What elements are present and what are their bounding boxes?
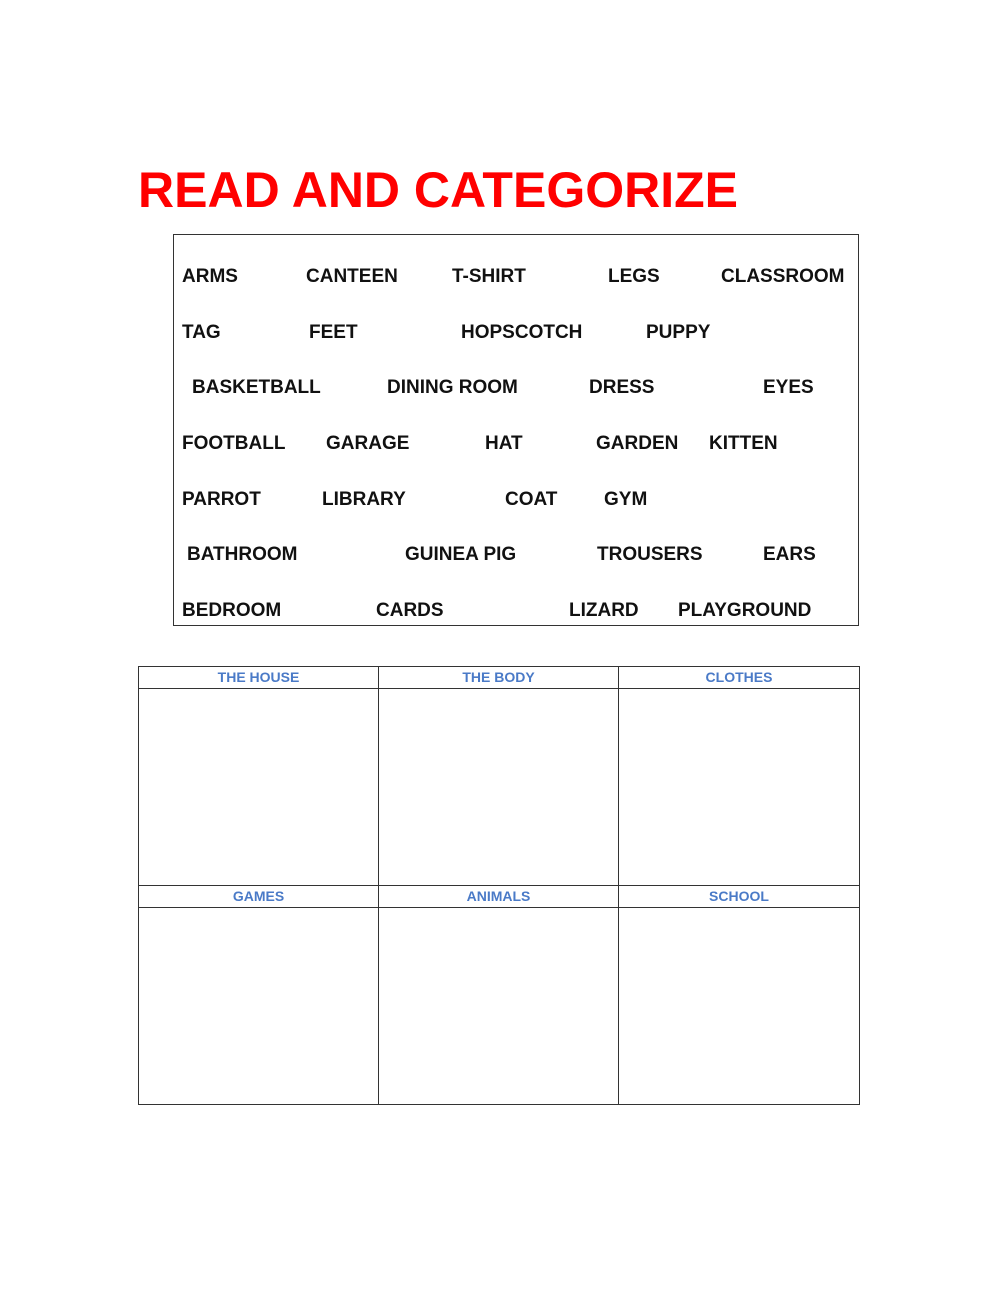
word: GARDEN <box>596 433 679 454</box>
answer-area-games[interactable] <box>139 908 379 1105</box>
word: ARMS <box>182 266 238 287</box>
word: DINING ROOM <box>387 377 518 398</box>
word: CANTEEN <box>306 266 398 287</box>
word: FOOTBALL <box>182 433 286 454</box>
word: KITTEN <box>709 433 778 454</box>
page-title: READ AND CATEGORIZE <box>138 162 738 218</box>
answer-area-body[interactable] <box>379 689 619 886</box>
word: GUINEA PIG <box>405 544 517 565</box>
category-header-animals: ANIMALS <box>379 886 619 908</box>
word: BATHROOM <box>187 544 298 565</box>
word: LEGS <box>608 266 660 287</box>
word: FEET <box>309 322 358 343</box>
word: LIBRARY <box>322 489 406 510</box>
word: EARS <box>763 544 816 565</box>
word: BASKETBALL <box>192 377 321 398</box>
word: GARAGE <box>326 433 410 454</box>
word: CARDS <box>376 600 444 621</box>
answer-area-school[interactable] <box>619 908 860 1105</box>
word: BEDROOM <box>182 600 282 621</box>
category-header-games: GAMES <box>139 886 379 908</box>
word: LIZARD <box>569 600 639 621</box>
word: T-SHIRT <box>452 266 526 287</box>
category-header-row <box>139 886 860 908</box>
word: PARROT <box>182 489 261 510</box>
word: CLASSROOM <box>721 266 845 287</box>
word: EYES <box>763 377 814 398</box>
word: TROUSERS <box>597 544 703 565</box>
word: DRESS <box>589 377 655 398</box>
category-header-row <box>139 667 860 689</box>
word: PUPPY <box>646 322 711 343</box>
word: TAG <box>182 322 221 343</box>
category-header-school: SCHOOL <box>619 886 860 908</box>
category-answer-row <box>139 689 860 886</box>
category-header-house: THE HOUSE <box>139 667 379 689</box>
answer-area-house[interactable] <box>139 689 379 886</box>
word: COAT <box>505 489 558 510</box>
answer-area-animals[interactable] <box>379 908 619 1105</box>
category-header-clothes: CLOTHES <box>619 667 860 689</box>
word: GYM <box>604 489 648 510</box>
word: HAT <box>485 433 523 454</box>
category-table <box>138 666 860 1105</box>
word: PLAYGROUND <box>678 600 812 621</box>
category-header-body: THE BODY <box>379 667 619 689</box>
word-bank <box>173 234 859 626</box>
category-answer-row <box>139 908 860 1105</box>
answer-area-clothes[interactable] <box>619 689 860 886</box>
word: HOPSCOTCH <box>461 322 583 343</box>
